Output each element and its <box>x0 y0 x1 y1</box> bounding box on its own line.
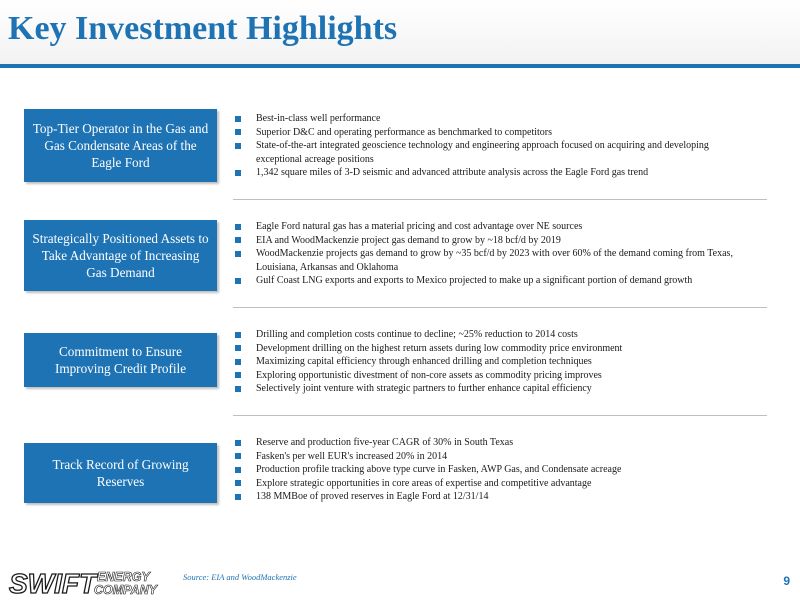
logo-word-energy: ENERGY <box>97 570 150 584</box>
bullet-square-icon <box>235 440 241 446</box>
bullet-square-icon <box>235 251 241 257</box>
bullet-text: Development drilling on the highest return assets during low commodity price environment <box>256 342 623 354</box>
bullet-text: Production profile tracking above type curve in Fasken, AWP Gas, and Condensate acreage <box>256 464 622 476</box>
bullet-square-icon <box>235 224 241 230</box>
bullet-text: Gulf Coast LNG exports and exports to Mexico projected to make up a significant portion of demand growth <box>256 275 693 287</box>
bullet-text: Selectively joint venture with strategic partners to further enhance capital efficiency <box>256 383 592 395</box>
bullet-square-icon <box>235 143 241 149</box>
bullet-square-icon <box>235 116 241 122</box>
bullet-text: Eagle Ford natural gas has a material pricing and cost advantage over NE sources <box>256 221 583 232</box>
bullet-text: Best-in-class well performance <box>256 113 381 124</box>
bullet-text: State-of-the-art integrated geoscience technology and engineering approach focused on acquiring and developing exceptional acreage positions <box>256 140 709 165</box>
bullet-text: Exploring opportunistic divestment of non-core assets as commodity pricing improves <box>256 369 602 381</box>
section-label-growing-reserves: Track Record of Growing Reserves <box>24 443 217 503</box>
bullet-item <box>233 166 753 180</box>
bullet-item <box>233 112 753 126</box>
bullet-item <box>233 436 753 450</box>
bullet-square-icon <box>235 386 241 392</box>
section-label-positioned-assets: Strategically Positioned Assets to Take Advantage of Increasing Gas Demand <box>24 220 217 291</box>
section-label-credit-profile: Commitment to Ensure Improving Credit Profile <box>24 333 217 387</box>
page-title: Key Investment Highlights <box>8 10 398 47</box>
bullet-item <box>233 369 753 383</box>
logo-word-swift: SWIFT <box>9 568 97 596</box>
bullet-item <box>233 220 753 234</box>
bullet-item <box>233 342 753 356</box>
bullet-item <box>233 355 753 369</box>
section-divider <box>233 307 767 308</box>
bullet-item <box>233 139 753 166</box>
title-rule <box>0 64 800 68</box>
bullet-text: Reserve and production five-year CAGR of 30% in South Texas <box>256 437 514 448</box>
bullet-item <box>233 477 753 491</box>
bullet-item <box>233 382 753 396</box>
bullet-square-icon <box>235 359 241 365</box>
bullet-square-icon <box>235 129 241 135</box>
section-label-operator: Top-Tier Operator in the Gas and Gas Condensate Areas of the Eagle Ford <box>24 109 217 182</box>
bullet-square-icon <box>235 278 241 284</box>
bullet-square-icon <box>235 237 241 243</box>
source-note: Source: EIA and WoodMackenzie <box>183 572 297 582</box>
bullet-item <box>233 126 753 140</box>
page-number: 9 <box>783 574 790 588</box>
bullet-item <box>233 274 753 288</box>
bullet-text: Fasken's per well EUR's increased 20% in 2014 <box>256 450 448 462</box>
bullet-text: Superior D&C and operating performance as benchmarked to competitors <box>256 126 553 138</box>
bullet-text: WoodMackenzie projects gas demand to grow by ~35 bcf/d by 2023 with over 60% of the demand coming from Texas, Louisiana, Arkansas and Oklahoma <box>256 248 733 273</box>
bullet-text: Drilling and completion costs continue to decline; ~25% reduction to 2014 costs <box>256 329 578 340</box>
logo-word-company: COMPANY <box>94 583 157 596</box>
bullet-text: 138 MMBoe of proved reserves in Eagle Ford at 12/31/14 <box>256 491 489 503</box>
bullet-square-icon <box>235 467 241 473</box>
bullet-item <box>233 234 753 248</box>
section-divider <box>233 415 767 416</box>
bullet-square-icon <box>235 332 241 338</box>
bullet-text: EIA and WoodMackenzie project gas demand to grow by ~18 bcf/d by 2019 <box>256 234 561 246</box>
section-bullets-credit-profile <box>233 328 753 396</box>
swift-energy-logo <box>8 568 183 596</box>
bullet-square-icon <box>235 345 241 351</box>
section-bullets-growing-reserves <box>233 436 753 504</box>
section-bullets-positioned-assets <box>233 220 753 288</box>
bullet-square-icon <box>235 453 241 459</box>
bullet-item <box>233 247 753 274</box>
bullet-square-icon <box>235 170 241 176</box>
bullet-item <box>233 463 753 477</box>
bullet-item <box>233 450 753 464</box>
bullet-text: 1,342 square miles of 3-D seismic and advanced attribute analysis across the Eagle Ford gas trend <box>256 167 649 179</box>
bullet-square-icon <box>235 480 241 486</box>
section-divider <box>233 199 767 200</box>
bullet-square-icon <box>235 372 241 378</box>
bullet-text: Maximizing capital efficiency through enhanced drilling and completion techniques <box>256 356 592 368</box>
bullet-item <box>233 490 753 504</box>
bullet-text: Explore strategic opportunities in core areas of expertise and competitive advantage <box>256 477 592 489</box>
bullet-square-icon <box>235 494 241 500</box>
title-bar <box>0 0 800 64</box>
bullet-item <box>233 328 753 342</box>
section-bullets-operator <box>233 112 753 180</box>
